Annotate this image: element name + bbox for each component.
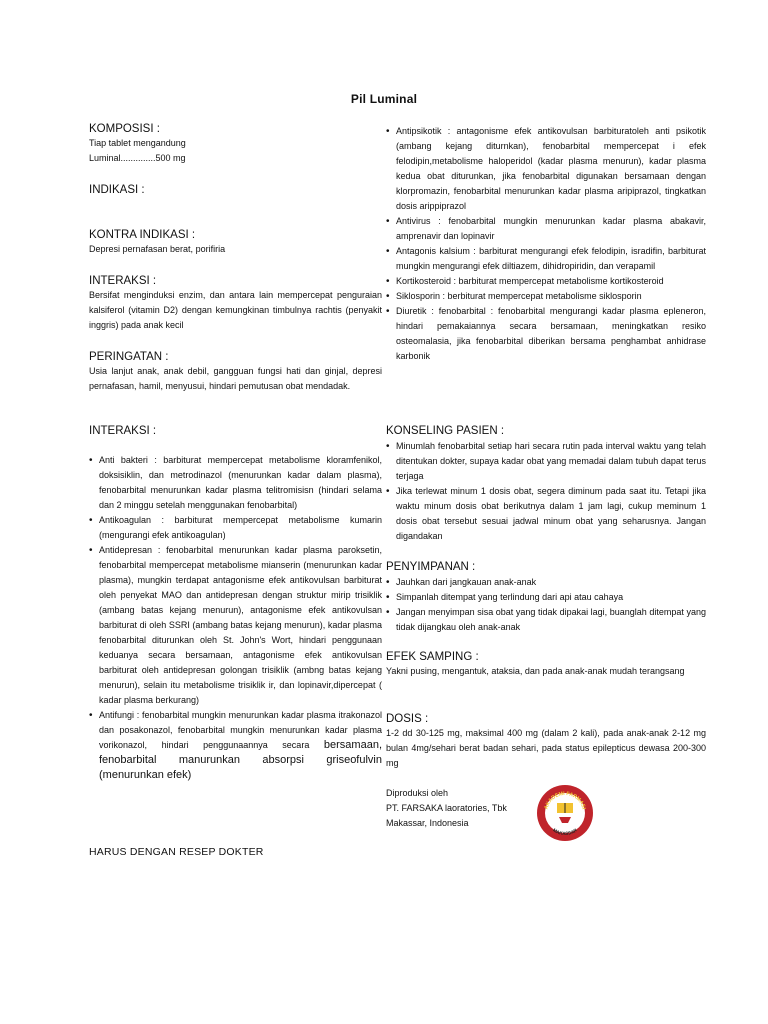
list-item: • Diuretik : fenobarbital : fenobarbital mengurangi kadar plasma epleneron, hindari pemakaiannya secara bersamaan, meningkatkan resiko osteomalasia, jika fenobarbital diberikan bersama penghambat anhidrase karbonik xyxy=(386,304,706,364)
komposisi-line-2: Luminal..............500 mg xyxy=(89,153,186,163)
list-item: • Jauhkan dari jangkauan anak-anak xyxy=(386,575,706,590)
efek-samping-section xyxy=(386,650,706,679)
interaksi-list-right xyxy=(386,124,706,364)
kontra-section xyxy=(89,228,382,257)
list-item: • Siklosporin : berbiturat mempercepat metabolisme siklosporin xyxy=(386,289,706,304)
dosis-heading: DOSIS : xyxy=(386,713,429,725)
komposisi-heading: KOMPOSISI : xyxy=(89,123,160,135)
resep-notice: HARUS DENGAN RESEP DOKTER xyxy=(89,846,264,858)
logo-top-text: AKADEMI FARMASI xyxy=(543,790,587,811)
produsen-line-3: Makassar, Indonesia xyxy=(386,818,469,828)
antifungi-text-b: bersamaan, fenobarbital manurunkan absorpsi griseofulvin (menurunkan efek) xyxy=(99,739,382,781)
list-item: • Antivirus : fenobarbital mungkin menurunkan kadar plasma abakavir, amprenavir dan lopinavir xyxy=(386,214,706,244)
indikasi-heading: INDIKASI : xyxy=(89,184,145,196)
kontra-text: Depresi pernafasan berat, porifiria xyxy=(89,244,226,254)
logo-bottom-text: MAKASSAR xyxy=(552,827,578,837)
list-item: • Kortikosteroid : barbiturat mempercepat metabolisme kortikosteroid xyxy=(386,274,706,289)
antifungi-text-a: Antifungi : fenobarbital mungkin menurunkan kadar plasma itrakonazol dan posakonazol, fenobarbital mungkin menurunkan kadar plasma vorikonazol, hindari penggunaannya secara xyxy=(99,710,382,750)
efek-samping-text: Yakni pusing, mengantuk, ataksia, dan pada anak-anak mudah terangsang xyxy=(386,666,685,676)
list-item xyxy=(89,708,382,783)
interaksi-section-2 xyxy=(89,424,382,783)
list-item: • Antipsikotik : antagonisme efek antikovulsan barbituratoleh anti psikotik (ambang kejang diturnkan), fenobarbital mempercepat i efek felodipin,metabolisme haloperidol (kadar plasma menurun), kadar plasma kedua obat diturunkan, jika fenobarbital digunakan bersamaan dengan klorpromazin, fenobarbital menurunkan kadar plasma aripiprazol, tingkatkan dosis arippiprazol xyxy=(386,124,706,214)
dosis-text: 1-2 dd 30-125 mg, maksimal 400 mg (dalam 2 kali), pada anak-anak 2-12 mg bulan 4mg/sehari berat badan sehari, pada status epilepticus dewasa 200-300 mg xyxy=(386,728,706,768)
produsen-line-1: Diproduksi oleh xyxy=(386,788,449,798)
komposisi-section xyxy=(89,122,382,166)
interaksi-heading-2: INTERAKSI : xyxy=(89,425,157,437)
list-item: • Antidepresan : fenobarbital menurunkan kadar plasma paroksetin, fenobarbital mempercepat metabolisme mianserin (menurunkan kadar plasma), mungkin terdapat antagonisme efek antikovulsan barbiturat oleh penyekat MAO dan antidepresan dengan struktur mirip trisiklik (ambang batas kejang menurun), antagonisme efek antikovulsan barbiturat di oleh SSRI (ambang batas kejang menurun), kadar plasma fenobarbital diturunkan oleh St. John's Wort, hindari penggunaan keduanya secara bersamaan, antagonisme efek antikovulsan barbiturat oleh antidepresan golongan trisiklik (ambng batas kejang menurun), selain itu metabolisme trisiklik ir, dan lopinavir,dipercepat ( kadar plasma berkurang) xyxy=(89,543,382,708)
peringatan-text: Usia lanjut anak, anak debil, gangguan fungsi hati dan ginjal, depresi pernafasan, hamil, menyusui, hindari pemutusan obat mendadak. xyxy=(89,366,382,391)
kontra-heading: KONTRA INDIKASI : xyxy=(89,229,196,241)
penyimpanan-heading: PENYIMPANAN : xyxy=(386,561,476,573)
efek-samping-heading: EFEK SAMPING : xyxy=(386,651,479,663)
peringatan-heading: PERINGATAN : xyxy=(89,351,169,363)
produsen-line-2: PT. FARSAKA laoratories, Tbk xyxy=(386,803,507,813)
penyimpanan-list xyxy=(386,575,706,635)
konseling-heading: KONSELING PASIEN : xyxy=(386,425,505,437)
indikasi-section xyxy=(89,183,382,197)
peringatan-section xyxy=(89,350,382,394)
interaksi-list-left xyxy=(89,453,382,783)
interaksi-text-1: Bersifat menginduksi enzim, dan antara lain mempercepat penguraian kalsiferol (vitamin D2) dengan kemungkinan timbulnya rachtis (penyakit inggris) pada anak kecil xyxy=(89,290,382,330)
interaksi-section-1 xyxy=(89,274,382,333)
penyimpanan-section xyxy=(386,560,706,635)
list-item: • Jangan menyimpan sisa obat yang tidak dipakai lagi, buanglah ditempat yang tidak dijangkau oleh anak-anak xyxy=(386,605,706,635)
produsen-section xyxy=(386,786,536,831)
dosis-section xyxy=(386,712,706,771)
list-item: • Jika terlewat minum 1 dosis obat, segera diminum pada saat itu. Tetapi jika waktu minum dosis obat berikutnya dalam 1 jam lagi, cukup meminum 1 dosis obat tersebut sesuai jadwal minum obat yang seharusnya. Jangan digandakan xyxy=(386,484,706,544)
list-item: • Minumlah fenobarbital setiap hari secara rutin pada interval waktu yang telah ditentukan dokter, supaya kadar obat yang memadai dalam tubuh dapat terus terjaga xyxy=(386,439,706,484)
interaksi-heading-1: INTERAKSI : xyxy=(89,275,157,287)
document-title: Pil Luminal xyxy=(350,92,418,106)
list-item: • Anti bakteri : barbiturat mempercepat metabolisme kloramfenikol, doksisiklin, dan metrodinazol (menurunkan kadar dalam plasma), fenobarbital menurunkan kadar plasma telitromisisn (hindari selama dan 2 minggu setelah menggunakan fenobarbital) xyxy=(89,453,382,513)
komposisi-line-1: Tiap tablet mengandung xyxy=(89,138,186,148)
list-item: • Antagonis kalsium : barbiturat mengurangi efek felodipin, isradifin, barbiturat mungkin mengurangi efek diltiazem, dihidropiridin, dan verapamil xyxy=(386,244,706,274)
list-item: • Simpanlah ditempat yang terlindung dari api atau cahaya xyxy=(386,590,706,605)
konseling-list xyxy=(386,439,706,544)
konseling-section xyxy=(386,424,706,544)
list-item: • Antikoagulan : barbiturat mempercepat metabolisme kumarin (mengurangi efek antikoagulan) xyxy=(89,513,382,543)
akademi-farmasi-logo xyxy=(535,783,595,843)
